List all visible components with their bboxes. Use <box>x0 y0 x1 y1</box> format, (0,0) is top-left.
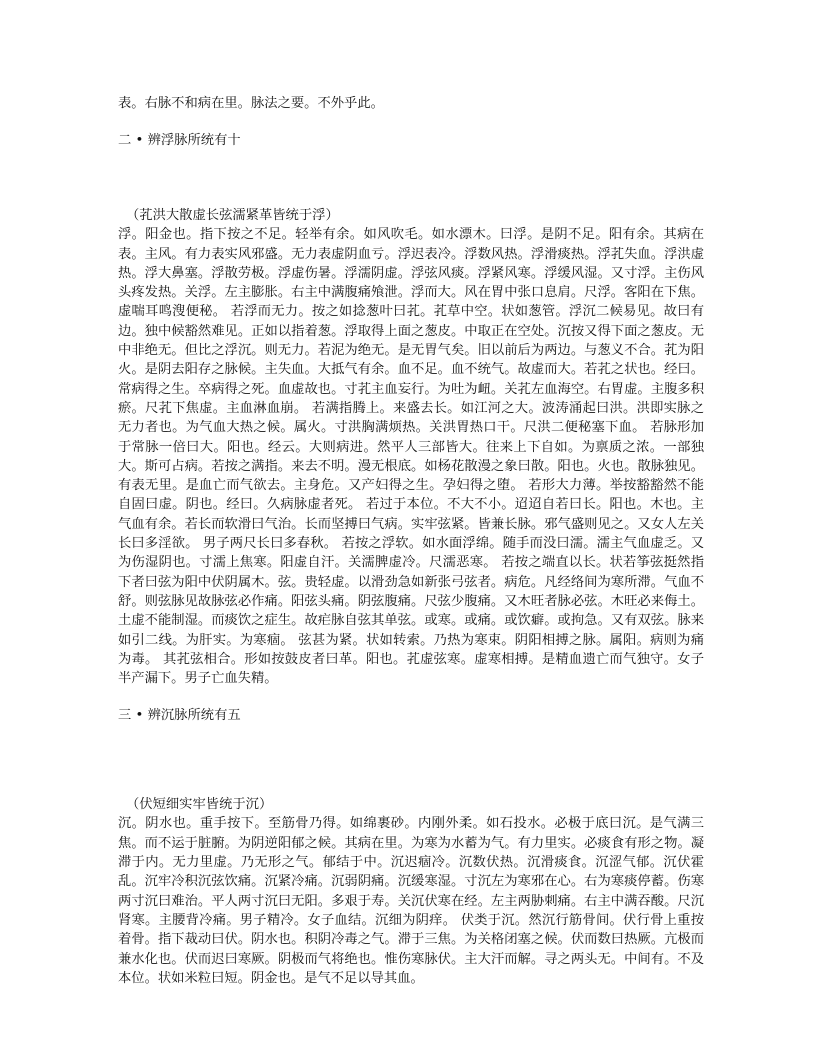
section-2-subtitle: （芤洪大散虚长弦濡紧革皆统于浮） <box>126 208 339 224</box>
intro-line: 表。右脉不和病在里。脉法之要。不外乎此。 <box>118 96 384 111</box>
section-2-heading: 二 • 辨浮脉所统有十 <box>118 133 241 149</box>
section-3-subtitle: （伏短细实牢皆统于沉） <box>126 797 273 813</box>
section-2-body: 浮。阳金也。指下按之不足。轻举有余。如风吹毛。如水漂木。曰浮。是阴不足。阳有余。其病在表。主风。有力表实风邪盛。无力表虚阴血亏。浮迟表冷。浮数风热。浮滑痰热。浮芤失血。浮洪虚热。浮大鼻塞。浮散劳极。浮虚伤暑。浮濡阴虚。浮弦风痰。浮紧风寒。浮缓风湿。又寸浮。主伤风头疼发热。关浮。左主膨胀。右主中满腹痛飧泄。浮而大。风在胃中张口息肩。尺浮。客阳在下焦。虚喘耳鸣溲便秘。 若浮而无力。按之如捻葱叶曰芤。芤草中空。状如葱管。浮沉二候易见。故曰有边。独中候豁然难见。正如以指着葱。浮取得上面之葱皮。中取正在空处。沉按又得下面之葱皮。无中非绝无。但比之浮沉。则无力。若泥为绝无。是无胃气矣。旧以前后为两边。与葱义不合。芤为阳火。是阴去阳存之脉候。主失血。大抵气有余。血不足。血不统气。故虚而大。若芤之状也。经曰。常病得之生。卒病得之死。血虚故也。寸芤主血妄行。为吐为衄。关芤左血海空。右胃虚。主腹多积瘀。尺芤下焦虚。主血淋血崩。 若满指腾上。来盛去长。如江河之大。波涛涌起曰洪。洪即实脉之无力者也。为气血大热之候。属火。寸洪胸满烦热。关洪胃热口干。尺洪二便秘塞下血。 若脉形加于常脉一倍曰大。阳也。经云。大则病进。然平人三部皆大。往来上下自如。为禀质之浓。一部独大。斯可占病。若按之满指。来去不明。漫无根底。如杨花散漫之象曰散。阳也。火也。散脉独见。有表无里。是血亡而气欲去。主身危。又产妇得之生。孕妇得之堕。 若形大力薄。举按豁豁然不能自固曰虚。阴也。经曰。久病脉虚者死。 若过于本位。不大不小。迢迢自若曰长。阳也。木也。主气血有余。若长而软滑曰气治。长而坚搏曰气病。实牢弦紧。皆兼长脉。邪气盛则见之。又女人左关长曰多淫欲。 男子两尺长曰多春秋。 若按之浮软。如水面浮绵。随手而没曰濡。濡主气血虚乏。又为伤湿阴也。寸濡上焦寒。阳虚自汗。关濡脾虚冷。尺濡恶寒。 若按之端直以长。状若筝弦挺然指下者曰弦为阳中伏阴属木。弦。贵轻虚。以滑劲急如新张弓弦者。病危。凡经络间为寒所滞。气血不舒。则弦脉见故脉弦必作痛。阳弦头痛。阴弦腹痛。尺弦少腹痛。又木旺者脉必弦。木旺必来侮土。土虚不能制湿。而痰饮之症生。故疟脉自弦其单弦。或寒。或痛。或饮癖。或拘急。又有双弦。脉来如引二线。为肝实。为寒痼。 弦甚为紧。状如转索。乃热为寒束。阴阳相搏之脉。属阳。病则为痛为毒。 其芤弦相合。形如按鼓皮者曰革。阳也。芤虚弦寒。虚寒相搏。是精血遗亡而气独守。女子半产漏下。男子亡血失精。 <box>118 227 704 687</box>
section-3-body: 沉。阴水也。重手按下。至筋骨乃得。如绵裹砂。内刚外柔。如石投水。必极于底曰沉。是气满三焦。而不运于脏腑。为阴逆阳郁之候。其病在里。为寒为水蓄为气。有力里实。必痰食有形之物。凝滞于内。无力里虚。乃无形之气。郁结于中。沉迟痼冷。沉数伏热。沉滑痰食。沉涩气郁。沉伏霍乱。沉牢冷积沉弦饮痛。沉紧冷痛。沉弱阴痛。沉缓寒湿。寸沉左为寒邪在心。右为寒痰停蓄。伤寒两寸沉曰难治。平人两寸沉曰无阳。多艰于寿。关沉伏寒在经。左主两胁刺痛。右主中满吞酸。尺沉肾寒。主腰背冷痛。男子精冷。女子血结。沉细为阴痒。 伏类于沉。然沉行筋骨间。伏行骨上重按着骨。指下裁动曰伏。阴水也。积阴冷毒之气。滞于三焦。为关格闭塞之候。伏而数曰热厥。亢极而兼水化也。伏而迟曰寒厥。阴极而气将绝也。惟伤寒脉伏。主大汗而解。寻之两头无。中间有。不及本位。状如米粒曰短。阴金也。是气不足以导其血。 <box>118 816 704 986</box>
section-3-heading: 三 • 辨沉脉所统有五 <box>118 708 241 724</box>
document-page <box>118 94 704 988</box>
